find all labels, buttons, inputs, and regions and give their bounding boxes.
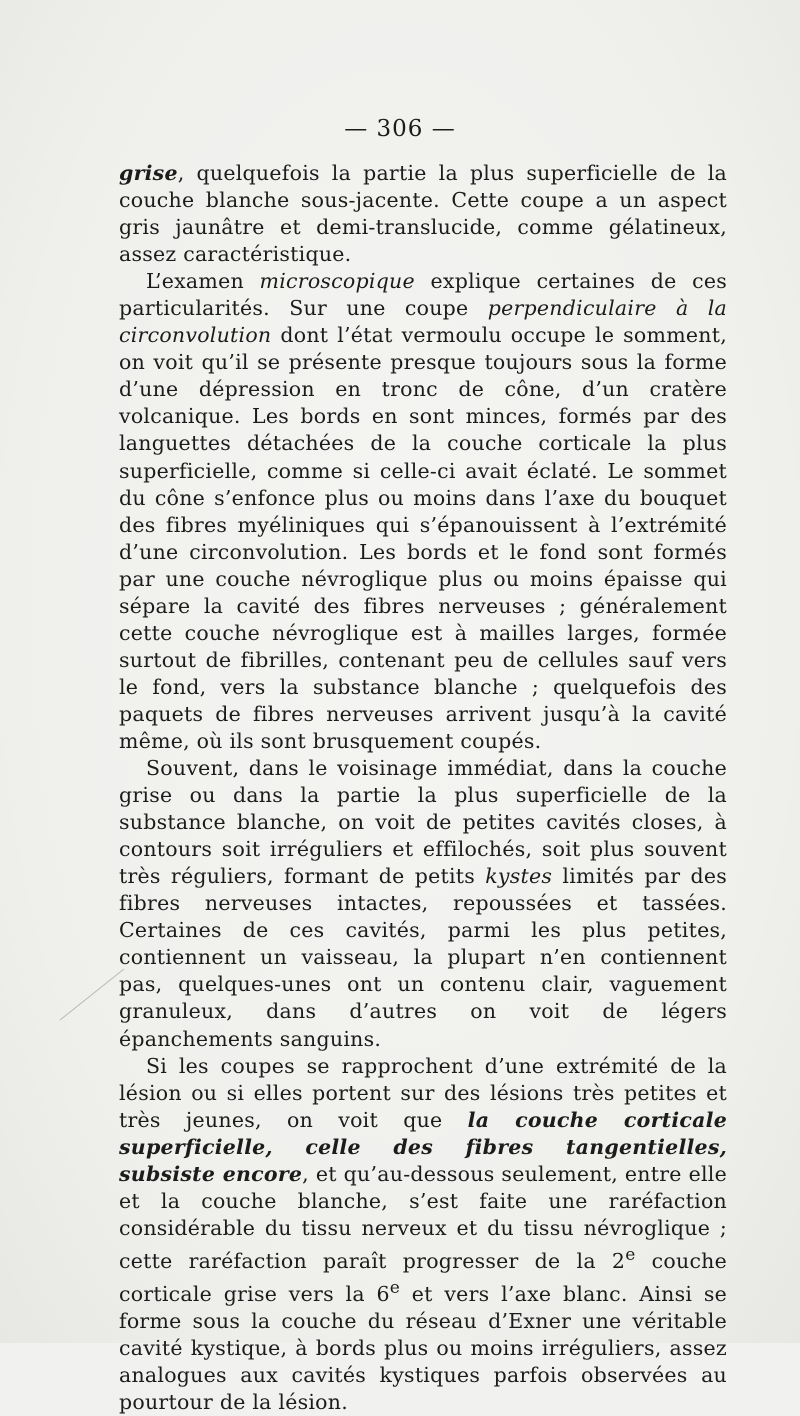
paragraph-3-segment: kystes: [485, 864, 553, 889]
body-text: [119, 160, 727, 1416]
paragraph-1-segment: , quelquefois la partie la plus superficielle de la couche blanche sous-jacente. Cette coupe a un aspect gris jaunâtre et demi-translucide, comme gélatineux, assez caractéristique.: [119, 161, 727, 267]
paragraph-4-segment: et vers l’axe blanc. Ainsi se forme sous la couche du réseau d’Exner une véritable cavité kystique, à bords plus ou moins irréguliers, assez analogues aux cavités kystiques parfois observées au pourtour de la lésion.: [119, 1281, 727, 1414]
paragraph-2-segment: perpendiculaire à la circonvolution: [119, 296, 727, 348]
paragraph-3-segment: Souvent, dans le voisinage immédiat, dans la couche grise ou dans la partie la plus superficielle de la substance blanche, on voit de petites cavités closes, à contours soit irréguliers et effilochés, soit plus souvent très réguliers, formant de petits: [119, 756, 727, 889]
paragraph-4-segment: , et qu’au-dessous seulement, entre elle et la couche blanche, s’est faite une raréfaction considérable du tissu nerveux et du tissu névroglique ; cette raréfaction paraît progresser de la 2: [119, 1161, 727, 1273]
paragraph-3-segment: limités par des fibres nerveuses intactes, repoussées et tassées. Certaines de ces cavités, parmi les plus petites, contiennent un vaisseau, la plupart n’en contiennent pas, quelques-unes ont un contenu clair, vaguement granuleux, dans d’autres on voit de légers épanchements sanguins.: [119, 864, 727, 1051]
paragraph-2: [119, 268, 727, 755]
paragraph-2-segment: dont l’état vermoulu occupe le somment, on voit qu’il se présente presque toujours sous la forme d’une dépression en tronc de cône, d’un cratère volcanique. Les bords en sont minces, formés par des languettes détachées de la couche corticale la plus superficielle, comme si celle-ci avait éclaté. Le sommet du cône s’enfonce plus ou moins dans l’axe du bouquet des fibres myéliniques qui s’épanouissent à l’extrémité d’une circonvolution. Les bords et le fond sont formés par une couche névroglique plus ou moins épaisse qui sépare la cavité des fibres nerveuses ; généralement cette couche névroglique est à mailles larges, formée surtout de fibrilles, contenant peu de cellules sauf vers le fond, vers la substance blanche ; quelquefois des paquets de fibres nerveuses arrivent jusqu’à la cavité même, où ils sont brusquement coupés.: [119, 323, 727, 753]
paragraph-2-segment: L’examen: [146, 269, 260, 294]
superscript-e: e: [625, 1244, 636, 1265]
paragraph-1-segment: grise: [119, 161, 178, 185]
paragraph-4: [119, 1053, 727, 1416]
paragraph-3: [119, 755, 727, 1053]
paragraph-4-segment: couche corticale grise vers la 6: [119, 1248, 728, 1306]
paragraph-1: [119, 160, 727, 268]
superscript-e: e: [389, 1277, 401, 1298]
paragraph-2-segment: explique certaines de ces particularités. Sur une coupe: [119, 269, 728, 321]
paragraph-4-segment: la couche corticale superficielle, celle des fibres tangentielles, subsiste encore: [119, 1107, 727, 1186]
paragraph-4-segment: Si les coupes se rapprochent d’une extrémité de la lésion ou si elles portent sur des lésions très petites et très jeunes, on voit que: [119, 1053, 727, 1132]
page-number: — 306 —: [344, 116, 456, 142]
paragraph-2-segment: microscopique: [259, 269, 415, 294]
pencil-mark: [58, 965, 128, 1025]
